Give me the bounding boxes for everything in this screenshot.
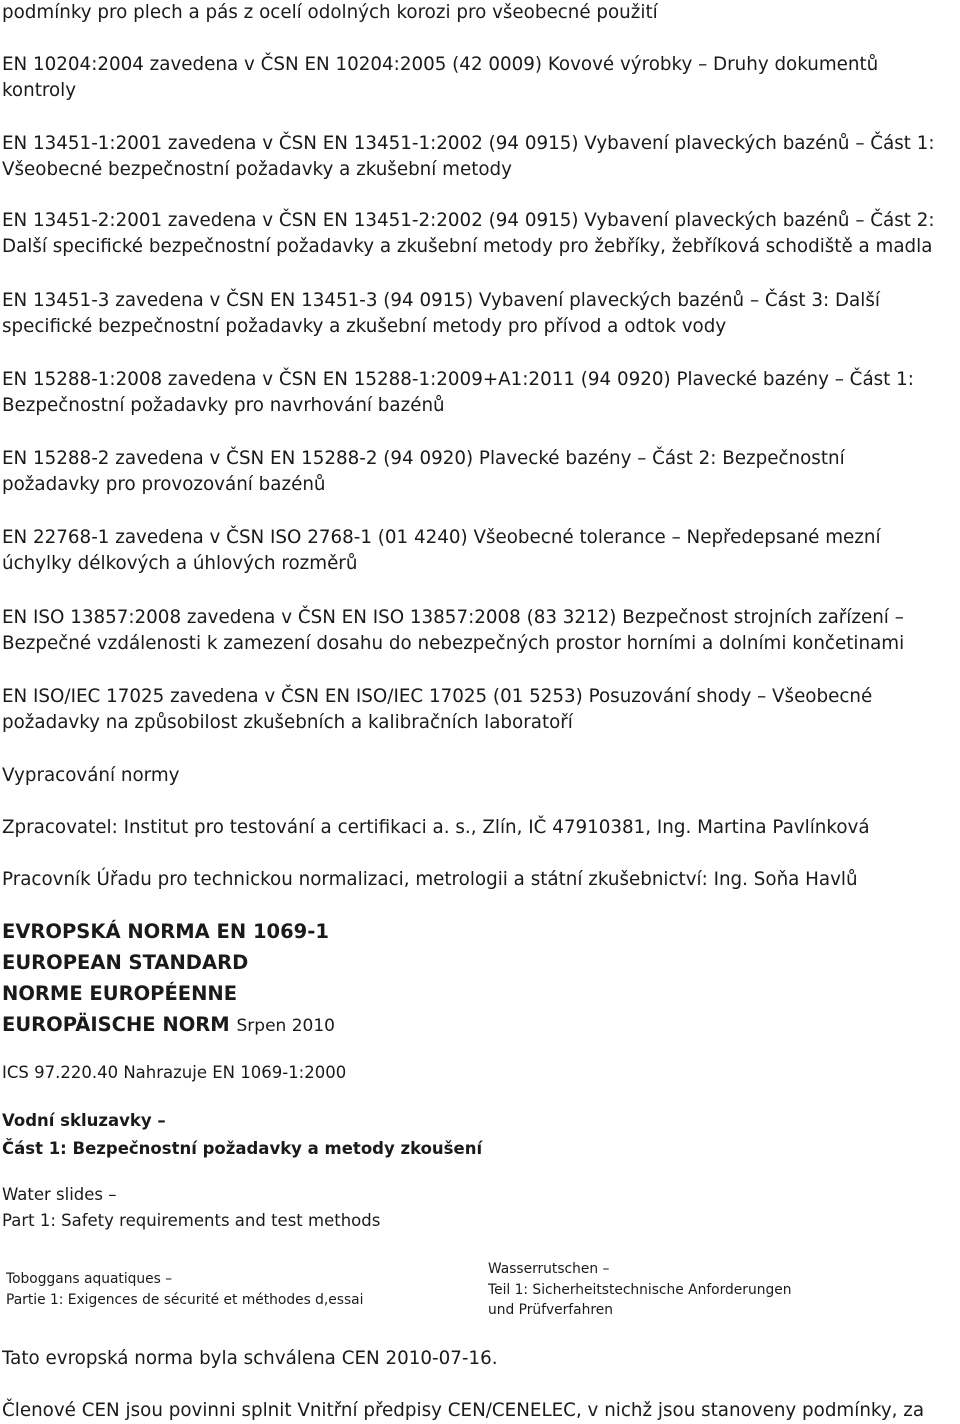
reference-entry bbox=[2, 525, 881, 577]
title-en-line2: Part 1: Safety requirements and test methods bbox=[2, 1211, 381, 1230]
office-worker-info: Pracovník Úřadu pro technickou normalizaci, metrologii a státní zkušebnictví: Ing. Soňa Havlů bbox=[2, 869, 858, 890]
publication-date: Srpen 2010 bbox=[236, 1016, 335, 1036]
title-czech bbox=[2, 1107, 482, 1163]
reference-entry bbox=[2, 605, 904, 657]
reference-entry bbox=[2, 446, 845, 498]
title-english bbox=[2, 1182, 380, 1234]
reference-line: EN 13451-2:2001 zavedena v ČSN EN 13451-2:2002 (94 0915) Vybavení plaveckých bazénů – Část 2: bbox=[2, 210, 935, 231]
header-cz: EVROPSKÁ NORMA EN 1069-1 bbox=[2, 920, 329, 943]
header-de: EUROPÄISCHE NORM bbox=[2, 1013, 230, 1036]
reference-line: EN 15288-1:2008 zavedena v ČSN EN 15288-1:2009+A1:2011 (94 0920) Plavecké bazény – Část 1: bbox=[2, 369, 914, 390]
processor-info: Zpracovatel: Institut pro testování a certifikaci a. s., Zlín, IČ 47910381, Ing. Martina Pavlínková bbox=[2, 817, 870, 838]
reference-line: EN 22768-1 zavedena v ČSN ISO 2768-1 (01 4240) Všeobecné tolerance – Nepředepsané mezní bbox=[2, 527, 881, 548]
reference-line: požadavky na způsobilost zkušebních a kalibračních laboratoří bbox=[2, 712, 573, 733]
reference-line: kontroly bbox=[2, 80, 77, 101]
reference-line: požadavky pro provozování bazénů bbox=[2, 474, 326, 495]
reference-line: Všeobecné bezpečnostní požadavky a zkušební metody bbox=[2, 159, 512, 180]
title-fr-line1: Toboggans aquatiques – bbox=[6, 1271, 173, 1287]
reference-line: Bezpečné vzdálenosti k zamezení dosahu do nebezpečných prostor horními a dolními končetinami bbox=[2, 633, 905, 654]
reference-entry bbox=[2, 208, 935, 260]
reference-line: EN ISO 13857:2008 zavedena v ČSN EN ISO 13857:2008 (83 3212) Bezpečnost strojních zařízení – bbox=[2, 607, 904, 628]
ics-line: ICS 97.220.40 Nahrazuje EN 1069-1:2000 bbox=[2, 1063, 347, 1082]
reference-line: EN ISO/IEC 17025 zavedena v ČSN EN ISO/IEC 17025 (01 5253) Posuzování shody – Všeobecné bbox=[2, 686, 873, 707]
header-en: EUROPEAN STANDARD bbox=[2, 951, 249, 974]
title-de-line3: und Prüfverfahren bbox=[488, 1302, 613, 1318]
reference-line: Bezpečnostní požadavky pro navrhování bazénů bbox=[2, 395, 445, 416]
reference-entry bbox=[2, 52, 878, 104]
title-german bbox=[488, 1259, 791, 1321]
title-cz-line2: Část 1: Bezpečnostní požadavky a metody zkoušení bbox=[2, 1139, 483, 1158]
reference-line: EN 13451-1:2001 zavedena v ČSN EN 13451-1:2002 (94 0915) Vybavení plaveckých bazénů – Část 1: bbox=[2, 133, 935, 154]
reference-line: specifické bezpečnostní požadavky a zkušební metody pro přívod a odtok vody bbox=[2, 316, 727, 337]
title-french bbox=[6, 1269, 363, 1310]
reference-line: úchylky délkových a úhlových rozměrů bbox=[2, 553, 358, 574]
section-heading-vypracovani: Vypracování normy bbox=[2, 765, 180, 786]
title-en-line1: Water slides – bbox=[2, 1185, 117, 1204]
reference-entry bbox=[2, 131, 935, 183]
reference-line: Další specifické bezpečnostní požadavky a zkušební metody pro žebříky, žebříková schodiště a madla bbox=[2, 236, 933, 257]
members-statement: Členové CEN jsou povinni splnit Vnitřní předpisy CEN/CENELEC, v nichž jsou stanoveny podmínky, za bbox=[2, 1400, 925, 1421]
standard-header bbox=[2, 916, 335, 1042]
title-cz-line1: Vodní skluzavky – bbox=[2, 1111, 166, 1130]
reference-line: podmínky pro plech a pás z ocelí odolných korozi pro všeobecné použití bbox=[2, 2, 658, 23]
reference-entry bbox=[2, 367, 914, 419]
title-de-line2: Teil 1: Sicherheitstechnische Anforderungen bbox=[488, 1281, 792, 1298]
header-de-row bbox=[2, 1009, 335, 1042]
reference-line: EN 10204:2004 zavedena v ČSN EN 10204:2005 (42 0009) Kovové výrobky – Druhy dokumentů bbox=[2, 54, 879, 75]
title-de-line1: Wasserrutschen – bbox=[488, 1261, 610, 1277]
approval-statement: Tato evropská norma byla schválena CEN 2010-07-16. bbox=[2, 1348, 498, 1369]
reference-line: EN 13451-3 zavedena v ČSN EN 13451-3 (94 0915) Vybavení plaveckých bazénů – Část 3: Další bbox=[2, 290, 880, 311]
reference-entry bbox=[2, 288, 880, 340]
header-fr: NORME EUROPÉENNE bbox=[2, 982, 238, 1005]
reference-entry bbox=[2, 684, 872, 736]
reference-line: EN 15288-2 zavedena v ČSN EN 15288-2 (94 0920) Plavecké bazény – Část 2: Bezpečnostní bbox=[2, 448, 845, 469]
reference-entry bbox=[2, 0, 658, 26]
title-fr-line2: Partie 1: Exigences de sécurité et méthodes d,essai bbox=[6, 1291, 364, 1308]
